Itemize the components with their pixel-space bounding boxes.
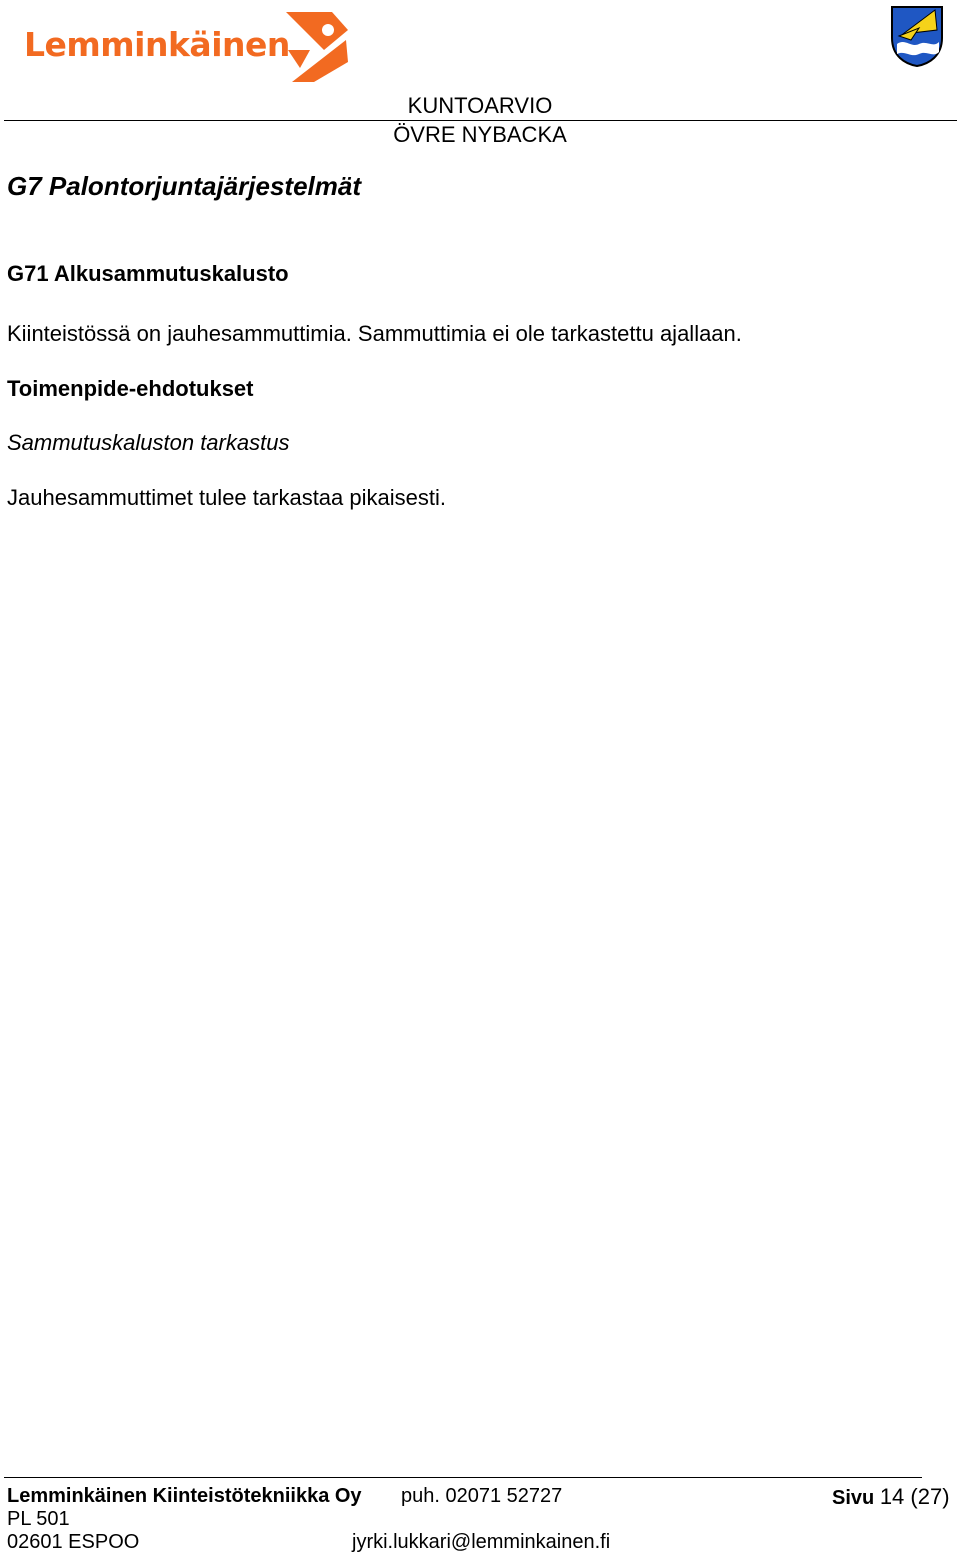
header-divider xyxy=(4,120,957,121)
section-heading: G7 Palontorjuntajärjestelmät xyxy=(7,171,361,201)
document-title: KUNTOARVIO xyxy=(407,93,553,118)
actions-heading: Toimenpide-ehdotukset xyxy=(7,376,254,401)
logo-wordmark: Lemminkäinen xyxy=(24,25,290,64)
company-logo xyxy=(22,10,352,86)
action-description: Jauhesammuttimet tulee tarkastaa pikaisesti. xyxy=(7,485,446,510)
footer-email: jyrki.lukkari@lemminkainen.fi xyxy=(352,1531,611,1553)
subsection-heading: G71 Alkusammutuskalusto xyxy=(7,261,289,286)
action-name: Sammutuskaluston tarkastus xyxy=(7,430,290,455)
body-paragraph: Kiinteistössä on jauhesammuttimia. Sammuttimia ei ole tarkastettu ajallaan. xyxy=(7,321,742,346)
footer-page-indicator xyxy=(832,1485,950,1510)
page-label: Sivu xyxy=(832,1487,875,1509)
logo-mark-icon xyxy=(284,10,350,84)
municipal-crest-icon xyxy=(889,4,945,68)
footer-company: Lemminkäinen Kiinteistötekniikka Oy xyxy=(7,1485,362,1507)
footer-city: 02601 ESPOO xyxy=(7,1531,140,1553)
footer-divider xyxy=(4,1477,922,1478)
footer-po-box: PL 501 xyxy=(7,1508,70,1530)
footer-phone: puh. 02071 52727 xyxy=(401,1485,563,1507)
document-subtitle: ÖVRE NYBACKA xyxy=(393,122,567,147)
page-number: 14 (27) xyxy=(879,1484,950,1509)
